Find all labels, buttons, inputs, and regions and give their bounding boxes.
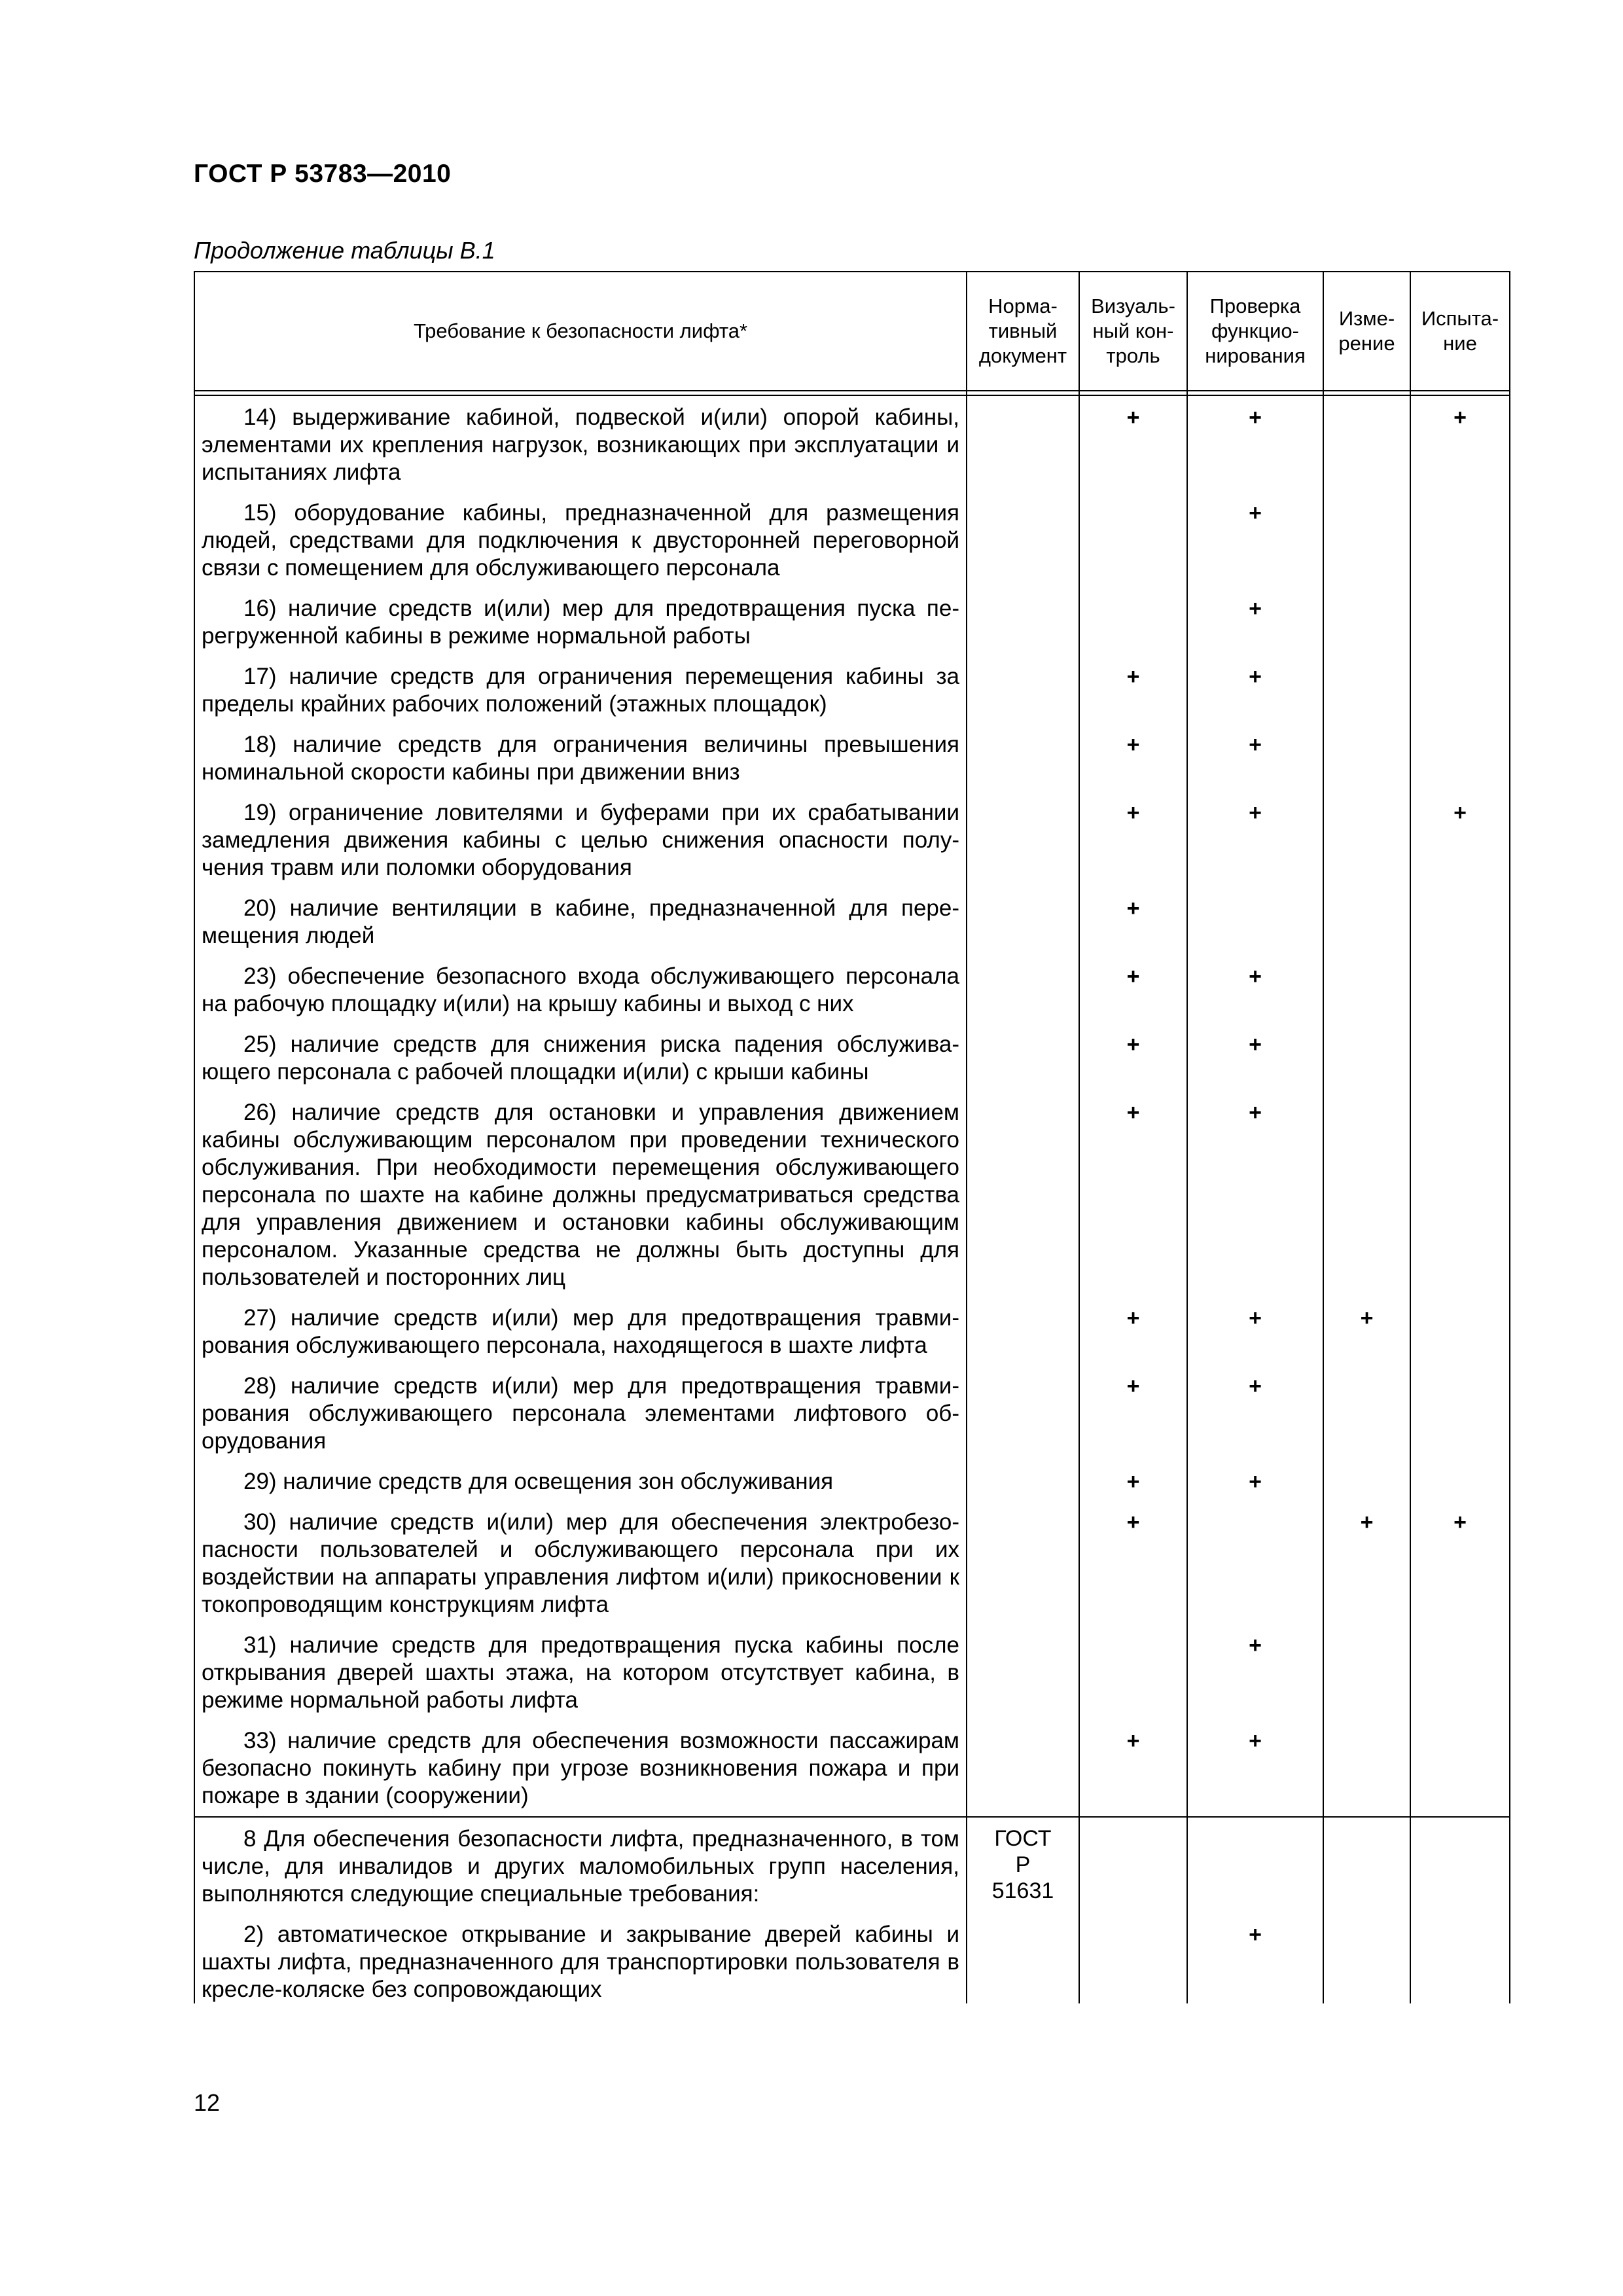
measurement-mark — [1323, 723, 1410, 791]
table-row — [194, 1023, 1510, 1091]
visual-check-mark: + — [1079, 1365, 1187, 1460]
requirement-text: 28) наличие средств и(или) мер для предотвращения травмирования обслуживающего персонала элементами лифтового оборудования — [194, 1365, 967, 1460]
requirement-text: 19) ограничение ловителями и буферами при их срабатывании замедления движения кабины с целью снижения опасности получения травм или поломки оборудования — [194, 791, 967, 887]
measurement-mark — [1323, 955, 1410, 1023]
normative-cell — [967, 1624, 1079, 1719]
measurement-mark — [1323, 887, 1410, 955]
normative-cell — [967, 723, 1079, 791]
normative-cell — [967, 1091, 1079, 1297]
measurement-mark — [1323, 1023, 1410, 1091]
testing-mark — [1410, 1091, 1510, 1297]
table-row — [194, 655, 1510, 723]
table-row — [194, 791, 1510, 887]
visual-check-mark: + — [1079, 655, 1187, 723]
table-caption: Продолжение таблицы В.1 — [194, 237, 495, 264]
functional-check-mark: + — [1187, 1297, 1323, 1365]
functional-check-mark — [1187, 887, 1323, 955]
measurement-mark — [1323, 492, 1410, 587]
table-row — [194, 1817, 1510, 1913]
normative-cell — [967, 887, 1079, 955]
table-row — [194, 955, 1510, 1023]
visual-check-mark: + — [1079, 395, 1187, 492]
measurement-mark — [1323, 587, 1410, 655]
normative-cell — [967, 1023, 1079, 1091]
requirement-text: 14) выдерживание кабиной, подвеской и(или) опорой кабины, элементами их крепления нагрузок, возникающих при эксплуатации и испытаниях лифта — [194, 395, 967, 492]
functional-check-mark: + — [1187, 1624, 1323, 1719]
requirement-text: 30) наличие средств и(или) мер для обеспечения электробезопасности пользователей и обслуживающего персонала при их воздействии на аппараты управления лифтом и(или) прикосновении к токопроводящим конструкциям лифта — [194, 1501, 967, 1624]
functional-check-mark: + — [1187, 723, 1323, 791]
requirement-text: 23) обеспечение безопасного входа обслуживающего персонала на рабочую площадку и(или) на крышу кабины и выход с них — [194, 955, 967, 1023]
table-row — [194, 887, 1510, 955]
visual-check-mark: + — [1079, 723, 1187, 791]
normative-cell — [967, 1501, 1079, 1624]
table-row — [194, 1913, 1510, 2003]
visual-check-mark: + — [1079, 1023, 1187, 1091]
testing-mark — [1410, 1023, 1510, 1091]
visual-check-mark: + — [1079, 955, 1187, 1023]
measurement-mark — [1323, 1913, 1410, 2003]
measurement-mark — [1323, 655, 1410, 723]
table-row — [194, 587, 1510, 655]
requirement-text: 27) наличие средств и(или) мер для предотвращения травмирования обслуживающего персонала, находящегося в шахте лифта — [194, 1297, 967, 1365]
visual-check-mark: + — [1079, 1297, 1187, 1365]
measurement-mark — [1323, 1624, 1410, 1719]
table-row — [194, 1091, 1510, 1297]
visual-check-mark: + — [1079, 887, 1187, 955]
functional-check-mark: + — [1187, 655, 1323, 723]
measurement-mark — [1323, 791, 1410, 887]
col-header-normative: Норма- тивный документ — [967, 272, 1079, 391]
normative-cell — [967, 1460, 1079, 1501]
measurement-mark: + — [1323, 1297, 1410, 1365]
normative-cell — [967, 655, 1079, 723]
measurement-mark — [1323, 1460, 1410, 1501]
testing-mark — [1410, 1624, 1510, 1719]
normative-cell: ГОСТ Р 51631 — [967, 1817, 1079, 1913]
functional-check-mark: + — [1187, 1719, 1323, 1817]
table-row — [194, 723, 1510, 791]
normative-cell — [967, 955, 1079, 1023]
testing-mark — [1410, 955, 1510, 1023]
col-header-testing: Испыта- ние — [1410, 272, 1510, 391]
requirements-table — [194, 271, 1510, 2003]
testing-mark — [1410, 723, 1510, 791]
header-separator — [194, 391, 1510, 395]
requirement-text: 2) автоматическое открывание и закрывание дверей кабины и шахты лифта, предназначенного для транспортировки пользователя в кресле-коляске без сопровождающих — [194, 1913, 967, 2003]
normative-cell — [967, 791, 1079, 887]
visual-check-mark — [1079, 1817, 1187, 1913]
measurement-mark: + — [1323, 1501, 1410, 1624]
testing-mark — [1410, 1913, 1510, 2003]
table-row — [194, 492, 1510, 587]
testing-mark: + — [1410, 791, 1510, 887]
testing-mark — [1410, 1719, 1510, 1817]
visual-check-mark — [1079, 587, 1187, 655]
functional-check-mark: + — [1187, 1365, 1323, 1460]
requirement-text: 16) наличие средств и(или) мер для предотвращения пуска перегруженной кабины в режиме нормальной работы — [194, 587, 967, 655]
measurement-mark — [1323, 1719, 1410, 1817]
testing-mark — [1410, 587, 1510, 655]
normative-cell — [967, 1297, 1079, 1365]
requirement-text: 20) наличие вентиляции в кабине, предназначенной для перемещения людей — [194, 887, 967, 955]
requirement-text: 25) наличие средств для снижения риска падения обслуживающего персонала с рабочей площадки и(или) с крыши кабины — [194, 1023, 967, 1091]
testing-mark — [1410, 655, 1510, 723]
normative-cell — [967, 395, 1079, 492]
normative-cell — [967, 587, 1079, 655]
functional-check-mark: + — [1187, 1913, 1323, 2003]
testing-mark — [1410, 1817, 1510, 1913]
normative-cell — [967, 1913, 1079, 2003]
functional-check-mark: + — [1187, 1023, 1323, 1091]
visual-check-mark: + — [1079, 791, 1187, 887]
table-header — [194, 272, 1510, 395]
functional-check-mark: + — [1187, 395, 1323, 492]
functional-check-mark: + — [1187, 791, 1323, 887]
functional-check-mark — [1187, 1501, 1323, 1624]
visual-check-mark: + — [1079, 1460, 1187, 1501]
measurement-mark — [1323, 1365, 1410, 1460]
visual-check-mark: + — [1079, 1719, 1187, 1817]
functional-check-mark: + — [1187, 1460, 1323, 1501]
measurement-mark — [1323, 1091, 1410, 1297]
page-number: 12 — [194, 2089, 221, 2116]
requirement-text: 31) наличие средств для предотвращения пуска кабины после открывания дверей шахты этажа, на котором отсутствует кабина, в режиме нормальной работы лифта — [194, 1624, 967, 1719]
visual-check-mark — [1079, 492, 1187, 587]
measurement-mark — [1323, 1817, 1410, 1913]
requirement-text: 29) наличие средств для освещения зон обслуживания — [194, 1460, 967, 1501]
requirement-text: 15) оборудование кабины, предназначенной для размещения людей, средствами для подключения к двусторонней переговорной связи с помещением для обслуживающего персонала — [194, 492, 967, 587]
testing-mark: + — [1410, 395, 1510, 492]
visual-check-mark: + — [1079, 1091, 1187, 1297]
col-header-visual: Визуаль- ный кон- троль — [1079, 272, 1187, 391]
col-header-requirement: Требование к безопасности лифта* — [194, 272, 967, 391]
requirement-text: 17) наличие средств для ограничения перемещения кабины за пределы крайних рабочих положений (этажных площадок) — [194, 655, 967, 723]
visual-check-mark: + — [1079, 1501, 1187, 1624]
functional-check-mark — [1187, 1817, 1323, 1913]
table-body — [194, 395, 1510, 2003]
table-row — [194, 395, 1510, 492]
testing-mark: + — [1410, 1501, 1510, 1624]
document-code: ГОСТ Р 53783—2010 — [194, 160, 452, 188]
col-header-functional: Проверка функцио- нирования — [1187, 272, 1323, 391]
normative-cell — [967, 492, 1079, 587]
functional-check-mark: + — [1187, 1091, 1323, 1297]
testing-mark — [1410, 492, 1510, 587]
table-row — [194, 1501, 1510, 1624]
col-header-measurement: Изме- рение — [1323, 272, 1410, 391]
table-row — [194, 1624, 1510, 1719]
testing-mark — [1410, 1365, 1510, 1460]
testing-mark — [1410, 887, 1510, 955]
requirement-text: 18) наличие средств для ограничения величины превышения номинальной скорости кабины при движении вниз — [194, 723, 967, 791]
normative-cell — [967, 1719, 1079, 1817]
functional-check-mark: + — [1187, 492, 1323, 587]
table-row — [194, 1297, 1510, 1365]
normative-cell — [967, 1365, 1079, 1460]
visual-check-mark — [1079, 1913, 1187, 2003]
functional-check-mark: + — [1187, 955, 1323, 1023]
requirement-text: 33) наличие средств для обеспечения возможности пассажирам безопасно покинуть кабину при угрозе возникновения пожара и при пожаре в здании (сооружении) — [194, 1719, 967, 1817]
measurement-mark — [1323, 395, 1410, 492]
requirement-text: 26) наличие средств для остановки и управления движением кабины обслуживающим персоналом при проведении технического обслуживания. При необходимости перемещения обслуживающего персонала по шахте на кабине должны предусматриваться средства для управления движением и остановки кабины обслуживающим персоналом. Указанные средства не должны быть доступны для пользователей и посторонних лиц — [194, 1091, 967, 1297]
requirement-text: 8 Для обеспечения безопасности лифта, предназначенного, в том числе, для инвалидов и других маломобильных групп населения, выполняются следующие специальные требования: — [194, 1817, 967, 1913]
testing-mark — [1410, 1460, 1510, 1501]
table-row — [194, 1365, 1510, 1460]
functional-check-mark: + — [1187, 587, 1323, 655]
table-row — [194, 1460, 1510, 1501]
table-row — [194, 1719, 1510, 1817]
testing-mark — [1410, 1297, 1510, 1365]
visual-check-mark — [1079, 1624, 1187, 1719]
